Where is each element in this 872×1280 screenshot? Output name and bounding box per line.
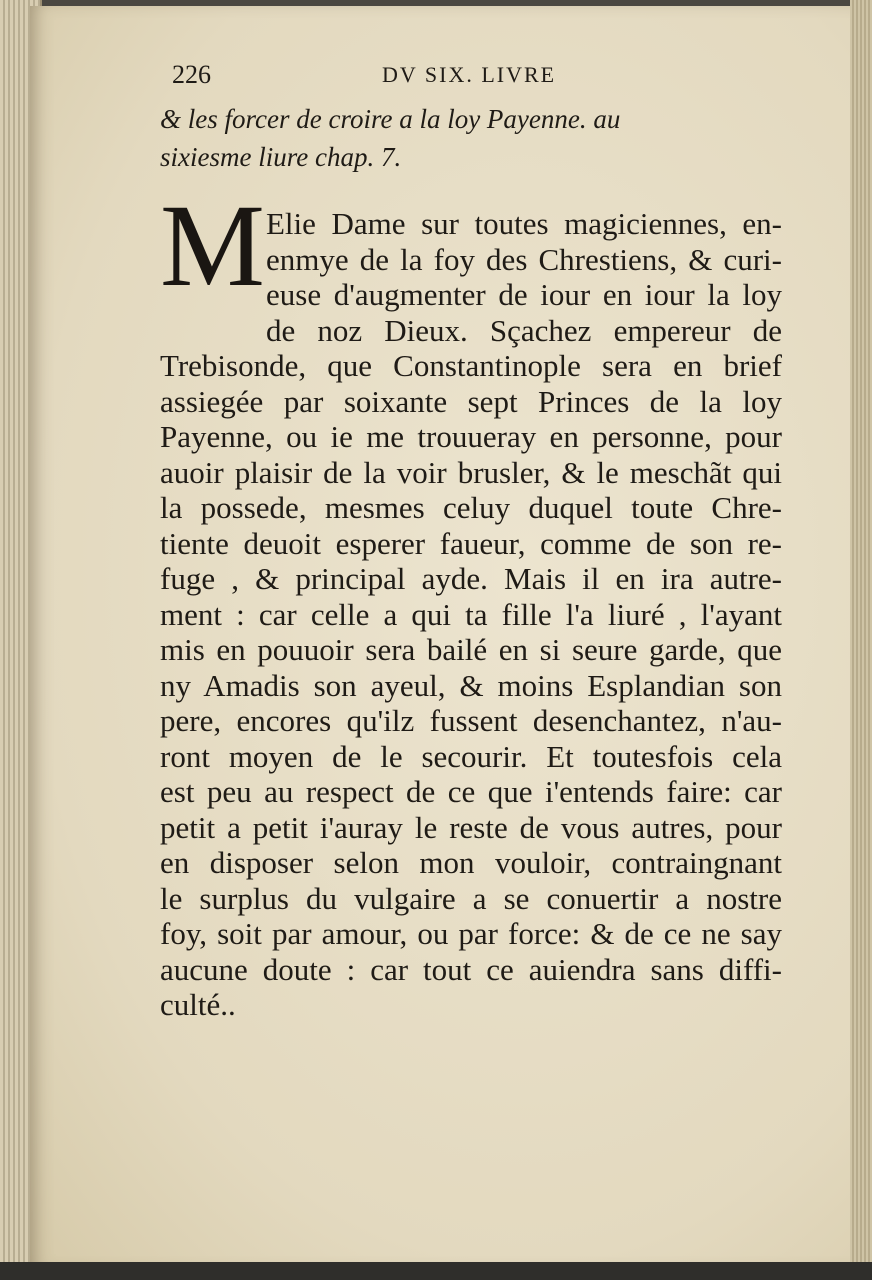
text-line: le surplus du vulgaire a se conuertir a nostre (160, 880, 782, 916)
text-line: ment : car celle a qui ta fille l'a liuré , l'ayant (160, 596, 782, 632)
text-line: Elie Dame sur toutes magiciennes, en- (266, 206, 782, 241)
running-head: DV SIX. LIVRE (382, 62, 557, 87)
text-line: culté.. (160, 987, 236, 1022)
page-number: 226 (172, 60, 211, 89)
text-line: mis en pouuoir sera bailé en si seure garde, que (160, 632, 782, 667)
text-line: foy, soit par amour, ou par force: & de ce ne say (160, 916, 782, 951)
scan-bottom-border (0, 1262, 872, 1280)
text-line: pere, encores qu'ilz fussent desenchantez, n'au- (160, 703, 782, 738)
text-line: petit a petit i'auray le reste de vous autres, pour (160, 809, 782, 845)
text-line: ny Amadis son ayeul, & moins Esplandian son (160, 667, 782, 703)
chapter-reference-line: sixiesme liure chap. 7. (160, 142, 402, 172)
chapter-reference (160, 100, 800, 176)
text-line: de noz Dieux. Sçachez empereur de (266, 312, 782, 348)
text-line: assiegée par soixante sept Princes de la loy (160, 383, 782, 419)
text-line: est peu au respect de ce que i'entends faire: car (160, 774, 782, 809)
text-line: fuge , & principal ayde. Mais il en ira autre- (160, 561, 782, 596)
text-line: euse d'augmenter de iour en iour la loy (266, 277, 782, 312)
page-header (172, 60, 632, 94)
text-line: auoir plaisir de la voir brusler, & le meschãt qui (160, 454, 782, 490)
chapter-reference-line: & les forcer de croire a la loy Payenne. au (160, 104, 621, 134)
body-text (160, 206, 782, 1023)
text-line: Trebisonde, que Constantinople sera en brief (160, 348, 782, 383)
text-line: ront moyen de le secourir. Et toutesfois cela (160, 738, 782, 774)
text-line: enmye de la foy des Chrestiens, & curi- (266, 241, 782, 277)
text-line: Payenne, ou ie me trouueray en personne, pour (160, 419, 782, 454)
text-line: la possede, mesmes celuy duquel toute Chre- (160, 490, 782, 525)
page-edge-right (850, 0, 872, 1262)
text-line: en disposer selon mon vouloir, contraingnant (160, 845, 782, 880)
text-line: aucune doute : car tout ce auiendra sans diffi- (160, 951, 782, 987)
drop-capital: M (160, 180, 265, 311)
text-line: tiente deuoit esperer faueur, comme de son re- (160, 525, 782, 561)
